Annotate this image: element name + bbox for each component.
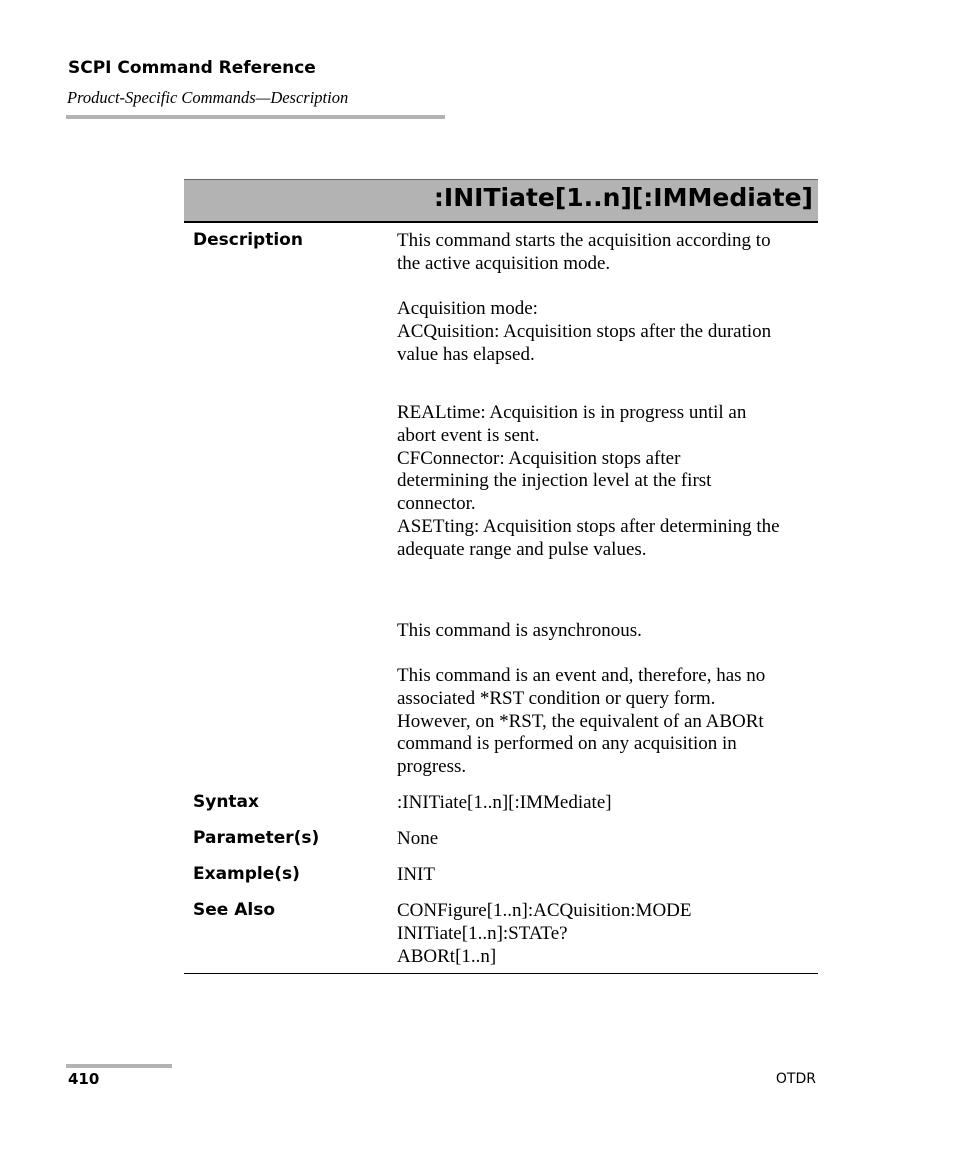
section-title: SCPI Command Reference <box>68 58 316 78</box>
syntax-value <box>397 792 815 815</box>
syntax-text: :INITiate[1..n][:IMMediate] <box>397 792 612 813</box>
text-line: REALtime: Acquisition is in progress until an <box>397 402 747 423</box>
footer-divider <box>66 1064 172 1068</box>
syntax-label: Syntax <box>193 792 259 812</box>
see-also-label: See Also <box>193 900 276 920</box>
see-also-list <box>397 900 815 968</box>
text-line: connector. <box>397 493 476 515</box>
see-also-item: INITiate[1..n]:STATe? <box>397 922 568 944</box>
examples-label: Example(s) <box>193 864 300 884</box>
text-line: command is performed on any acquisition in <box>397 733 737 755</box>
text-line: However, on *RST, the equivalent of an ABORt <box>397 710 764 732</box>
description-paragraph-5 <box>397 665 815 779</box>
section-subtitle: Product-Specific Commands—Description <box>67 88 349 107</box>
description-label: Description <box>193 230 303 250</box>
command-title: :INITiate[1..n][:IMMediate] <box>433 183 813 212</box>
parameters-text: None <box>397 828 439 849</box>
description-paragraph-2 <box>397 298 815 366</box>
see-also-item: CONFigure[1..n]:ACQuisition:MODE <box>397 900 692 921</box>
command-title-bar <box>184 179 818 223</box>
text-line: determining the injection level at the first <box>397 470 712 492</box>
header-divider <box>66 115 445 119</box>
description-paragraph-1 <box>397 230 815 276</box>
examples-value <box>397 864 815 887</box>
text-line: CFConnector: Acquisition stops after <box>397 447 681 469</box>
text-line: This command is asynchronous. <box>397 620 642 641</box>
description-paragraph-3 <box>397 402 815 562</box>
page-number: 410 <box>68 1070 100 1088</box>
text-line: ACQuisition: Acquisition stops after the duration <box>397 320 772 342</box>
text-line: associated *RST condition or query form. <box>397 687 716 709</box>
text-line: This command is an event and, therefore, has no <box>397 665 766 686</box>
text-line: adequate range and pulse values. <box>397 538 647 560</box>
examples-text: INIT <box>397 864 435 885</box>
description-paragraph-4 <box>397 620 815 643</box>
text-line: the active acquisition mode. <box>397 252 611 274</box>
text-line: progress. <box>397 756 467 778</box>
parameters-label: Parameter(s) <box>193 828 320 848</box>
text-line: value has elapsed. <box>397 343 535 365</box>
text-line: Acquisition mode: <box>397 298 538 319</box>
product-name: OTDR <box>775 1071 816 1087</box>
text-line: This command starts the acquisition according to <box>397 230 771 251</box>
table-bottom-rule <box>184 973 818 974</box>
text-line: ASETting: Acquisition stops after determining the <box>397 515 780 537</box>
text-line: abort event is sent. <box>397 424 540 446</box>
see-also-item: ABORt[1..n] <box>397 945 497 967</box>
parameters-value <box>397 828 815 851</box>
